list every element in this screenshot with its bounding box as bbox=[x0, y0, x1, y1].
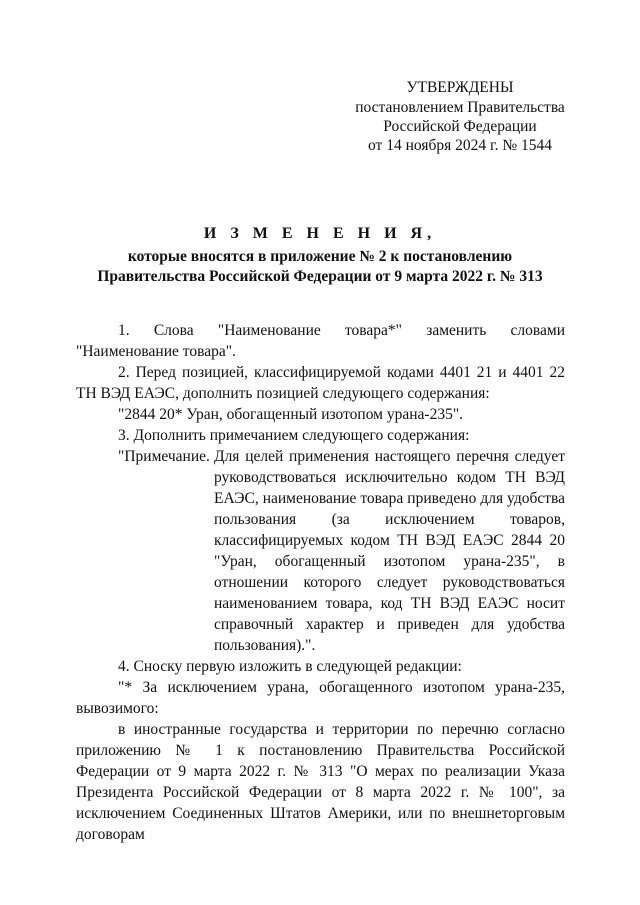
approval-line-3: от 14 ноября 2024 г. № 1544 bbox=[368, 137, 552, 154]
approval-line-1: постановлением Правительства bbox=[355, 99, 565, 116]
paragraph-5: 4. Сноску первую изложить в следующей редакции: bbox=[118, 658, 462, 675]
paragraph-4: 3. Дополнить примечанием следующего содержания: bbox=[118, 427, 470, 444]
paragraph-2: 2. Перед позицией, классифицируемой кодами 4401 21 и 4401 22 ТН ВЭД ЕАЭС, дополнить позицией следующего содержания: bbox=[76, 364, 565, 402]
paragraph-1: 1. Слова "Наименование товара*" заменить словами "Наименование товара". bbox=[76, 322, 565, 360]
approval-block bbox=[330, 78, 590, 155]
note-block bbox=[76, 446, 565, 656]
paragraph-7: в иностранные государства и территории по перечню согласно приложению № 1 к постановлению Правительства Российской Федерации от 9 марта 2022 г. № 313 "О мерах по реализации Указа Президента Российской Федерации от 8 марта 2022 г. № 100", за исключением Соединенных Штатов Америки, или по внешнеторговым договорам bbox=[76, 721, 565, 843]
document-title bbox=[0, 224, 640, 287]
title-sub-1: которые вносятся в приложение № 2 к постановлению bbox=[127, 248, 513, 265]
title-main: И З М Е Н Е Н И Я, bbox=[203, 225, 437, 242]
note-label: "Примечание. bbox=[118, 448, 210, 465]
note-text: Для целей применения настоящего перечня следует руководствоваться исключительно кодом ТН ВЭД ЕАЭС, наименование товара приведено для удобства пользования (за исключением товаров, классифицируемых кодом ТН ВЭД ЕАЭС 2844 20 "Уран, обогащенный изотопом урана-235", в отношении которого следует руководствоваться наименованием товара, код ТН ВЭД ЕАЭС носит справочный характер и приведен для удобства пользования).". bbox=[214, 448, 565, 654]
paragraph-3: "2844 20* Уран, обогащенный изотопом урана-235". bbox=[118, 406, 464, 423]
paragraph-6: "* За исключением урана, обогащенного изотопом урана-235, вывозимого: bbox=[76, 679, 565, 717]
title-sub-2: Правительства Российской Федерации от 9 марта 2022 г. № 313 bbox=[97, 268, 543, 285]
approval-heading: УТВЕРЖДЕНЫ bbox=[406, 79, 514, 96]
approval-line-2: Российской Федерации bbox=[383, 118, 537, 135]
document-body bbox=[76, 320, 565, 845]
